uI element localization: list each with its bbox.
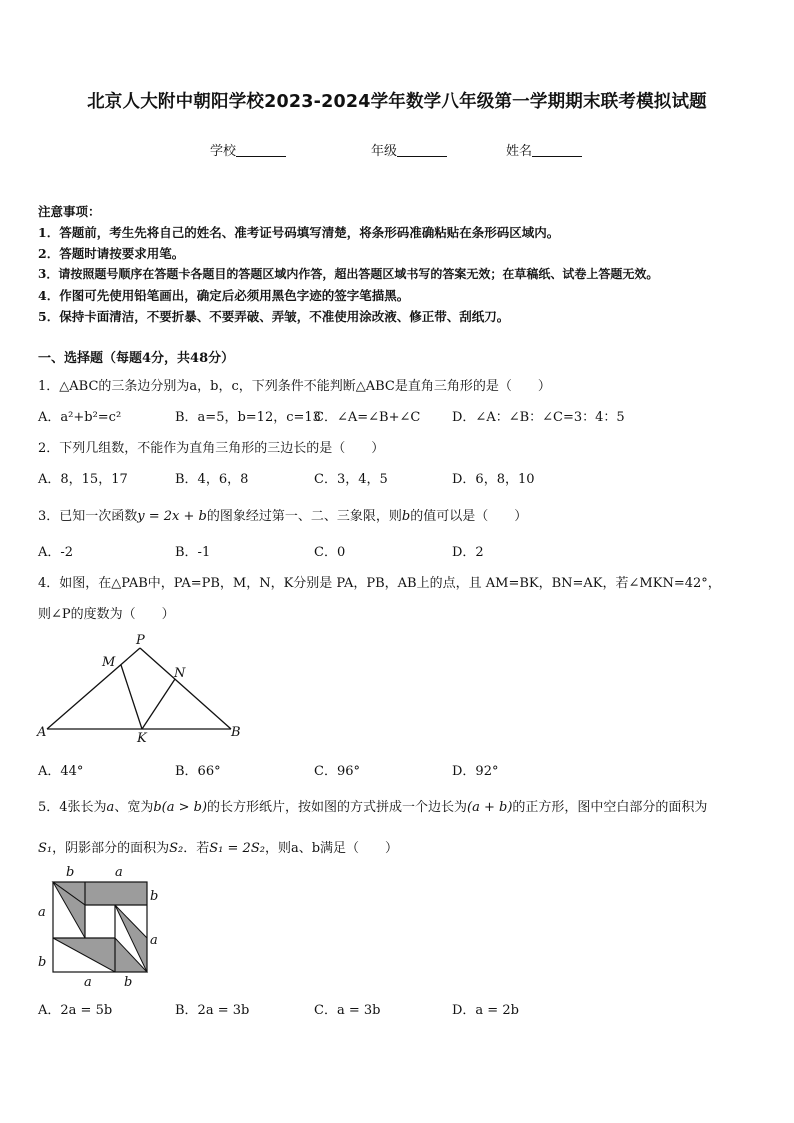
q5-l2-mid: ，阴影部分的面积为 [52,841,170,856]
segment-mk [121,665,142,729]
q3-option-b: B．-1 [175,545,211,560]
q5-line-2 [38,837,398,856]
grade-label: 年级 [371,144,398,159]
q5-l1-mid: 、宽为 [114,800,154,815]
fig-label-right-b: b [150,889,159,904]
q5-option-b: B．2a = 3b [175,1003,250,1018]
school-field [210,140,286,159]
notice-item-2: 2．答题时请按要求用笔。 [38,246,185,261]
section-heading: 一、选择题（每题4分，共48分） [38,351,235,366]
q5-cond: S₁ = 2S₂ [209,841,265,856]
q5-s2: S₂ [169,841,184,856]
grade-blank [397,144,447,157]
q5-line-1 [38,796,707,815]
q4-triangle-figure [34,630,249,745]
q5-l1-cond: b(a > b) [153,800,208,815]
fig-label-right-a: a [150,933,158,948]
q3-stem-mid: 的图象经过第一、二、三象限，则 [206,509,402,524]
name-field [506,140,582,159]
q4-option-b: B．66° [175,764,221,779]
q5-option-d: D．a = 2b [452,1003,519,1018]
segment-pb [140,648,231,729]
q3-option-a: A．-2 [38,545,74,560]
notice-item-3: 3．请按照题号顺序在答题卡各题目的答题区域内作答，超出答题区域书写的答案无效；在草稿纸、试卷上答题无效。 [38,267,659,281]
fig-label-top-a: a [115,865,123,880]
q5-l2-post: ，则a、b满足（ ） [264,841,399,856]
q5-l1-mid2: 的长方形纸片，按如图的方式拼成一个边长为 [207,800,468,815]
notice-item-5: 5．保持卡面清洁，不要折暴、不要弄破、弄皱，不准使用涂改液、修正带、刮纸刀。 [38,309,510,324]
q5-l1-post: 的正方形，图中空白部分的面积为 [512,800,708,815]
q3-stem-post: 的值可以是（ ） [410,509,528,524]
q2-option-d: D．6，8，10 [452,472,535,487]
q1-option-c: C．∠A=∠B+∠C [314,410,421,425]
segment-kn [142,679,175,729]
q2-option-a: A．8，15，17 [38,472,128,487]
fig-label-left-a: a [38,905,46,920]
q2-option-b: B．4，6，8 [175,472,249,487]
fig-label-left-b: b [38,955,47,970]
label-m: M [102,655,116,670]
fig-label-bottom-b: b [124,975,133,990]
q1-option-d: D．∠A：∠B：∠C=3：4：5 [452,410,625,425]
fig-label-top-b: b [66,865,75,880]
q5-square-figure [30,862,170,992]
grade-field [371,140,447,159]
q3-stem-pre: 3．已知一次函数 [38,509,138,524]
notice-item-1: 1．答题前，考生先将自己的姓名、准考证号码填写清楚，将条形码准确粘贴在条形码区域内。 [38,225,560,240]
notice-item-4: 4．作图可先使用铅笔画出，确定后必须用黑色字迹的签字笔描黑。 [38,288,410,303]
page-title: 北京人大附中朝阳学校2023-2024学年数学八年级第一学期期末联考模拟试题 [87,92,707,112]
q4-option-d: D．92° [452,764,499,779]
label-b: B [231,725,241,740]
fig-label-bottom-a: a [84,975,92,990]
notice-heading: 注意事项： [38,204,101,219]
label-k: K [137,731,147,745]
q5-option-a: A．2a = 5b [38,1003,113,1018]
q4-line-2: 则∠P的度数为（ ） [38,607,175,622]
name-blank [532,144,582,157]
q4-line-1: 4．如图，在△PAB中，PA=PB，M，N，K分别是 PA，PB，AB上的点，且 AM=BK，BN=AK，若∠MKN=42°， [38,576,721,591]
label-a: A [37,725,47,740]
q1-option-a: A．a²+b²=c² [38,410,122,425]
school-label: 学校 [210,144,237,159]
q3-option-d: D．2 [452,545,484,560]
school-blank [236,144,286,157]
q5-l1-a: a [106,800,115,815]
q3-stem [38,505,527,524]
q2-stem: 2．下列几组数，不能作为直角三角形的三边长的是（ ） [38,441,385,456]
label-p: P [136,633,145,648]
segment-pa [47,648,140,729]
q4-option-c: C．96° [314,764,360,779]
name-label: 姓名 [506,144,533,159]
q3-option-c: C．0 [314,545,346,560]
q3-var: b [401,509,411,524]
q5-option-c: C．a = 3b [314,1003,381,1018]
q5-s1: S₁ [38,841,53,856]
q5-l1-sum: (a + b) [467,800,513,815]
q1-stem: 1．△ABC的三条边分别为a，b，c，下列条件不能判断△ABC是直角三角形的是（ ） [38,379,551,394]
q3-formula: y = 2x + b [137,509,207,524]
q5-l1-pre: 5．4张长为 [38,800,107,815]
q1-option-b: B．a=5，b=12，c=13 [175,410,321,425]
q5-l2-mid2: ．若 [183,841,210,856]
q2-option-c: C．3，4，5 [314,472,388,487]
label-n: N [174,666,186,681]
q4-option-a: A．44° [38,764,84,779]
